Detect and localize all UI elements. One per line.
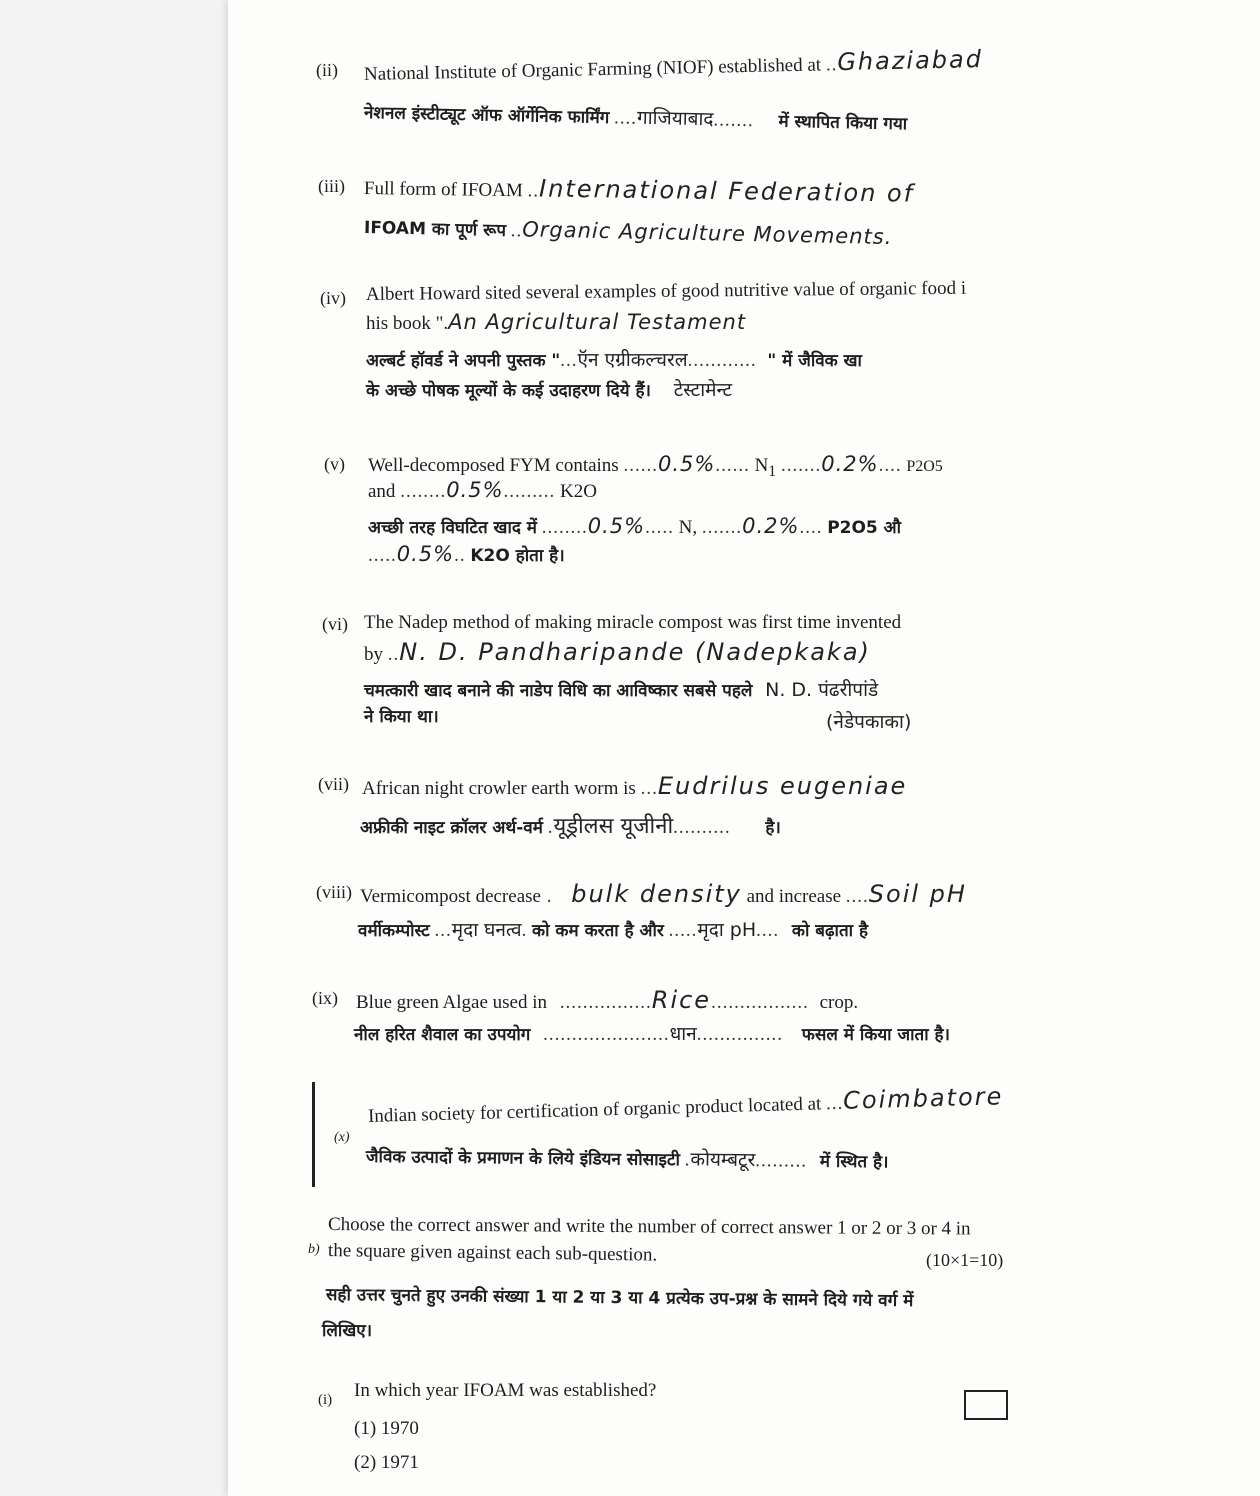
marks-allocation: (10×1=10) (926, 1250, 1004, 1270)
answer-handwritten-hindi: मृदा घनत्व (451, 919, 522, 941)
question-number: (ix) (312, 988, 338, 1008)
question-vi-hi-2 (364, 704, 439, 728)
instruction-text-hindi: सही उत्तर चुनते हुए उनकी संख्या 1 या 2 या 3 या 4 प्रत्येक उप-प्रश्न के सामने दिये गये वर्ग में (325, 1285, 914, 1312)
answer-handwritten: 0.5% (587, 514, 646, 538)
answer-handwritten: Eudrilus eugeniae (657, 772, 908, 800)
nutrient-label: K2O (560, 481, 597, 502)
answer-handwritten: Coimbatore (842, 1082, 1004, 1115)
question-text: The Nadep method of making miracle compost was first time invented (364, 612, 902, 633)
question-text: National Institute of Organic Farming (NIOF) established at (363, 54, 822, 85)
question-text-hindi: IFOAM का पूर्ण रूप (363, 218, 507, 241)
question-number: (viii) (316, 882, 352, 902)
answer-handwritten: Organic Agriculture Movements. (522, 217, 893, 250)
question-suffix-hindi: में स्थापित किया गया (778, 111, 908, 135)
answer-box[interactable] (964, 1390, 1008, 1420)
question-ii-hi: नेशनल इंस्टीट्यूट ऑफ ऑर्गेनिक फार्मिंग ....गाजियाबाद....... में स्थापित किया गया (363, 103, 908, 135)
question-vi-en-2: by ..N. D. Pandharipande (Nadepkaka) (364, 638, 871, 666)
margin-mark (312, 1082, 315, 1187)
question-text-hindi: अफ्रीकी नाइट क्रॉलर अर्थ-वर्म (360, 818, 543, 838)
nutrient-label: P2O5 औ (827, 518, 902, 538)
question-text-hindi: ने किया था। (364, 707, 439, 727)
answer-handwritten: International Federation of (538, 174, 915, 208)
question-text: Blue green Algae used in (356, 992, 548, 1013)
question-text: and increase (746, 886, 842, 907)
question-v-en-2: and ........0.5%......... K2O (368, 478, 597, 502)
question-vi-en (364, 612, 901, 634)
answer-handwritten: 0.2% (821, 452, 879, 476)
section-instruction-en-1 (328, 1214, 971, 1240)
question-number: (i) (318, 1392, 333, 1408)
question-iv-hi: अल्बर्ट हॉवर्ड ने अपनी पुस्तक "...ऍन एग्रीकल्चरल............ " में जैविक खा (366, 349, 862, 371)
answer-handwritten-hindi: (नेडेपकाका) (826, 711, 912, 733)
question-number: (vii) (318, 774, 349, 794)
question-number: (x) (334, 1130, 350, 1145)
nutrient-label: N (754, 455, 769, 476)
answer-handwritten: 0.2% (742, 514, 800, 538)
answer-handwritten: 0.5% (396, 542, 455, 566)
question-vi-hi (364, 676, 878, 702)
instruction-text: the square given against each sub-question. (327, 1240, 658, 1266)
question-text-hindi: अल्बर्ट हॉवर्ड ने अपनी पुस्तक " (366, 351, 561, 371)
question-text-hindi: को कम करता है और (532, 921, 664, 941)
mcq-option: (2) 1971 (354, 1452, 419, 1473)
question-text-hindi: के अच्छे पोषक मूल्यों के कई उदाहरण दिये हैं। (366, 381, 651, 401)
answer-handwritten: N. D. Pandharipande (Nadepkaka) (399, 638, 871, 666)
question-text-hindi: नील हरित शैवाल का उपयोग (354, 1025, 531, 1045)
question-suffix-hindi: फसल में किया जाता है। (801, 1025, 951, 1045)
instruction-text-hindi: लिखिए। (322, 1321, 373, 1341)
question-text: Indian society for certification of organic product located at (367, 1093, 822, 1127)
question-vii-en: African night crowler earth worm is ...Eudrilus eugeniae (362, 772, 908, 800)
question-number: (vi) (322, 614, 348, 634)
question-viii-en: Vermicompost decrease . bulk density and increase ....Soil pH (360, 880, 967, 908)
question-v-hi-2: .....0.5%.. K2O होता है। (368, 542, 565, 566)
question-suffix-hindi: " में जैविक खा (767, 351, 862, 371)
question-text: Albert Howard sited several examples of good nutritive value of organic food i (365, 277, 967, 305)
answer-handwritten-hindi: गाजियाबाद (636, 106, 714, 131)
nutrient-label: N, (678, 517, 698, 538)
answer-handwritten: Soil pH (868, 880, 967, 908)
question-text-hindi: वर्मीकम्पोस्ट (358, 921, 430, 941)
question-x-en: Indian society for certification of organic product located at ...Coimbatore (367, 1082, 1004, 1127)
question-v-en: Well-decomposed FYM contains ......0.5%...... $N_1$ .......0.2%.... P2O5 (368, 452, 943, 480)
question-ix-en: Blue green Algae used in ................Rice................. crop. (356, 986, 859, 1014)
question-text: his book ". (366, 313, 449, 334)
question-ii-en: National Institute of Organic Farming (NIOF) established at ..Ghaziabad (363, 45, 984, 85)
question-text: Vermicompost decrease (360, 886, 541, 907)
question-text: Full form of IFOAM (363, 178, 523, 202)
question-x-hi: जैविक उत्पादों के प्रमाणन के लिये इंडियन सोसाइटी .कोयम्बटूर......... में स्थित है। (365, 1147, 889, 1173)
question-number: (v) (324, 454, 345, 474)
question-text: Well-decomposed FYM contains (368, 455, 619, 476)
question-text-hindi: चमत्कारी खाद बनाने की नाडेप विधि का आविष्कार सबसे पहले (364, 681, 753, 701)
answer-handwritten-hindi: कोयम्बटूर (690, 1148, 756, 1172)
question-suffix: crop. (819, 992, 859, 1013)
answer-handwritten-hindi: N. D. पंढरीपांडे (765, 679, 879, 701)
question-suffix-hindi: है। (765, 818, 781, 838)
question-number: (iii) (318, 176, 345, 196)
answer-handwritten: bulk density (571, 880, 742, 908)
question-number: (iv) (320, 288, 346, 308)
answer-handwritten-hindi: यूड्रीलस यूजीनी (553, 814, 674, 839)
question-viii-hi: वर्मीकम्पोस्ट ...मृदा घनत्व. को कम करता है और .....मृदा pH.... को बढ़ाता है (358, 919, 868, 941)
question-text-hindi: जैविक उत्पादों के प्रमाणन के लिये इंडियन सोसाइटी (365, 1147, 681, 1171)
question-iv-hi-2 (366, 376, 732, 402)
question-iii-hi: IFOAM का पूर्ण रूप ..Organic Agriculture Movements. (363, 217, 893, 250)
mcq-question (354, 1380, 656, 1402)
answer-handwritten: An Agricultural Testament (448, 310, 747, 334)
question-iii-en: Full form of IFOAM ..International Federation of (363, 174, 915, 208)
question-ix-hi: नील हरित शैवाल का उपयोग ......................धान............... फसल में किया जाता है। (354, 1023, 951, 1045)
mcq-option: (1) 1970 (354, 1418, 419, 1439)
answer-handwritten: 0.5% (446, 478, 504, 502)
question-iv-en-2 (366, 310, 746, 335)
instruction-text: Choose the correct answer and write the number of correct answer 1 or 2 or 3 or 4 in (327, 1214, 971, 1240)
answer-handwritten-hindi: टेस्टामेन्ट (673, 379, 733, 401)
section-instruction-en-2 (328, 1240, 658, 1267)
question-text: African night crowler earth worm is (362, 778, 636, 799)
nutrient-label: K2O होता है। (470, 546, 565, 566)
question-text-hindi: नेशनल इंस्टीट्यूट ऑफ ऑर्गेनिक फार्मिंग (363, 103, 610, 129)
question-suffix-hindi: में स्थित है। (819, 1151, 889, 1173)
question-vi-hi-answer2 (826, 708, 911, 734)
question-v-hi: अच्छी तरह विघटित खाद में ........0.5%..... N, .......0.2%.... P2O5 औ (368, 514, 902, 538)
answer-handwritten-hindi: मृदा pH (697, 919, 757, 941)
answer-handwritten: 0.5% (657, 452, 716, 476)
question-vii-hi: अफ्रीकी नाइट क्रॉलर अर्थ-वर्म .यूड्रीलस यूजीनी.......... है। (360, 814, 781, 839)
question-number: (ii) (316, 60, 338, 80)
answer-handwritten-hindi: धान (669, 1023, 697, 1045)
section-label: b) (308, 1242, 320, 1257)
answer-handwritten: Ghaziabad (836, 45, 984, 77)
question-text-hindi: अच्छी तरह विघटित खाद में (368, 518, 537, 538)
question-text: and (368, 481, 396, 502)
question-text: In which year IFOAM was established? (354, 1380, 657, 1401)
nutrient-label: P2O5 (906, 458, 943, 475)
answer-handwritten: Rice (651, 986, 712, 1014)
question-suffix-hindi: को बढ़ाता है (791, 921, 868, 941)
question-text: by (364, 644, 383, 665)
answer-handwritten-hindi: ऍन एग्रीकल्चरल (577, 349, 688, 371)
section-instruction-hi-2 (322, 1318, 372, 1342)
